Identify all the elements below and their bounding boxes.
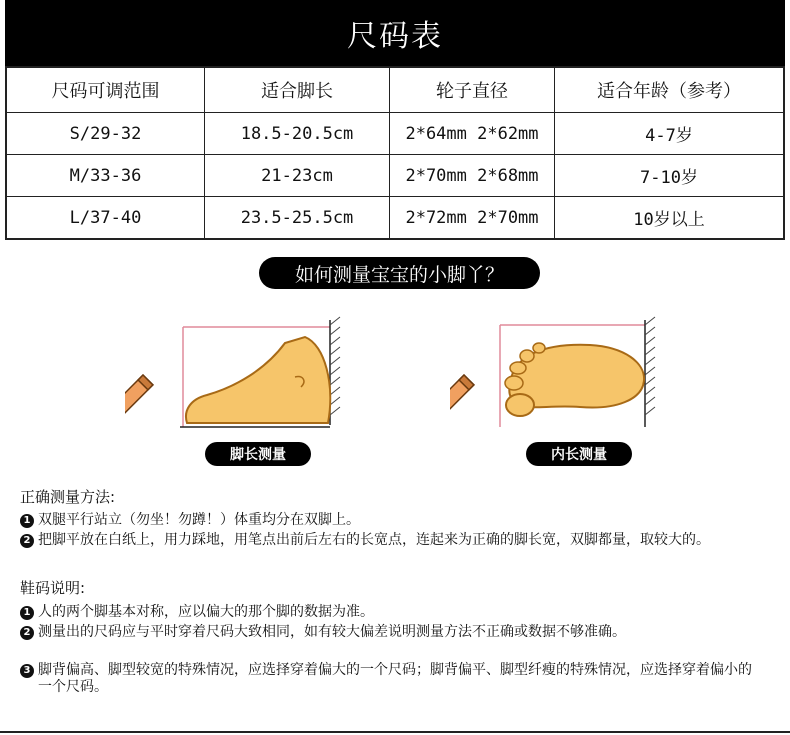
- number-badge: 2: [20, 626, 34, 640]
- table-cell: 4-7岁: [555, 113, 785, 155]
- method-heading: 正确测量方法:: [20, 488, 116, 506]
- table-cell: M/33-36: [6, 155, 205, 197]
- size-table: [5, 66, 785, 240]
- list-item: [20, 662, 760, 696]
- table-cell: 2*64mm 2*62mm: [390, 113, 555, 155]
- column-header: 轮子直径: [390, 67, 555, 113]
- list-item-text: 脚背偏高、脚型较宽的特殊情况，应选择穿着偏大的一个尺码；脚背偏平、脚型纤瘦的特殊情况，应选择穿着偏小的一个尺码。: [38, 662, 752, 695]
- table-cell: L/37-40: [6, 197, 205, 240]
- list-item: [20, 512, 760, 529]
- notes-heading: 鞋码说明:: [20, 579, 86, 597]
- table-row: [6, 113, 784, 155]
- column-header: 适合脚长: [205, 67, 390, 113]
- table-cell: 2*72mm 2*70mm: [390, 197, 555, 240]
- table-cell: 21-23cm: [205, 155, 390, 197]
- table-cell: 2*70mm 2*68mm: [390, 155, 555, 197]
- table-row: [6, 197, 784, 240]
- list-item-text: 双腿平行站立（勿坐！勿蹲！）体重均分在双脚上。: [38, 512, 360, 528]
- column-header: 适合年龄（参考）: [555, 67, 785, 113]
- table-header-row: [6, 67, 784, 113]
- list-item-text: 人的两个脚基本对称，应以偏大的那个脚的数据为准。: [38, 604, 374, 620]
- number-badge: 2: [20, 534, 34, 548]
- foot-side-view-illustration: [125, 315, 360, 440]
- table-cell: 23.5-25.5cm: [205, 197, 390, 240]
- list-item: [20, 532, 760, 549]
- table-cell: 18.5-20.5cm: [205, 113, 390, 155]
- table-cell: 10岁以上: [555, 197, 785, 240]
- measure-question-banner: 如何测量宝宝的小脚丫？: [259, 257, 540, 289]
- number-badge: 3: [20, 664, 34, 678]
- list-item-text: 测量出的尺码应与平时穿着尺码大致相同，如有较大偏差说明测量方法不正确或数据不够准确。: [38, 624, 626, 640]
- table-cell: 7-10岁: [555, 155, 785, 197]
- number-badge: 1: [20, 606, 34, 620]
- number-badge: 1: [20, 514, 34, 528]
- column-header: 尺码可调范围: [6, 67, 205, 113]
- list-item-text: 把脚平放在白纸上，用力踩地，用笔点出前后左右的长宽点，连起来为正确的脚长宽，双脚都量，取较大的。: [38, 532, 710, 548]
- list-item: [20, 604, 760, 621]
- table-cell: S/29-32: [6, 113, 205, 155]
- page-title: 尺码表: [5, 0, 785, 66]
- foot-length-label: 脚长测量: [205, 442, 311, 466]
- list-item: [20, 624, 760, 641]
- bottom-divider: [0, 731, 790, 733]
- inner-length-label: 内长测量: [526, 442, 632, 466]
- table-row: [6, 155, 784, 197]
- foot-top-view-illustration: [450, 315, 670, 440]
